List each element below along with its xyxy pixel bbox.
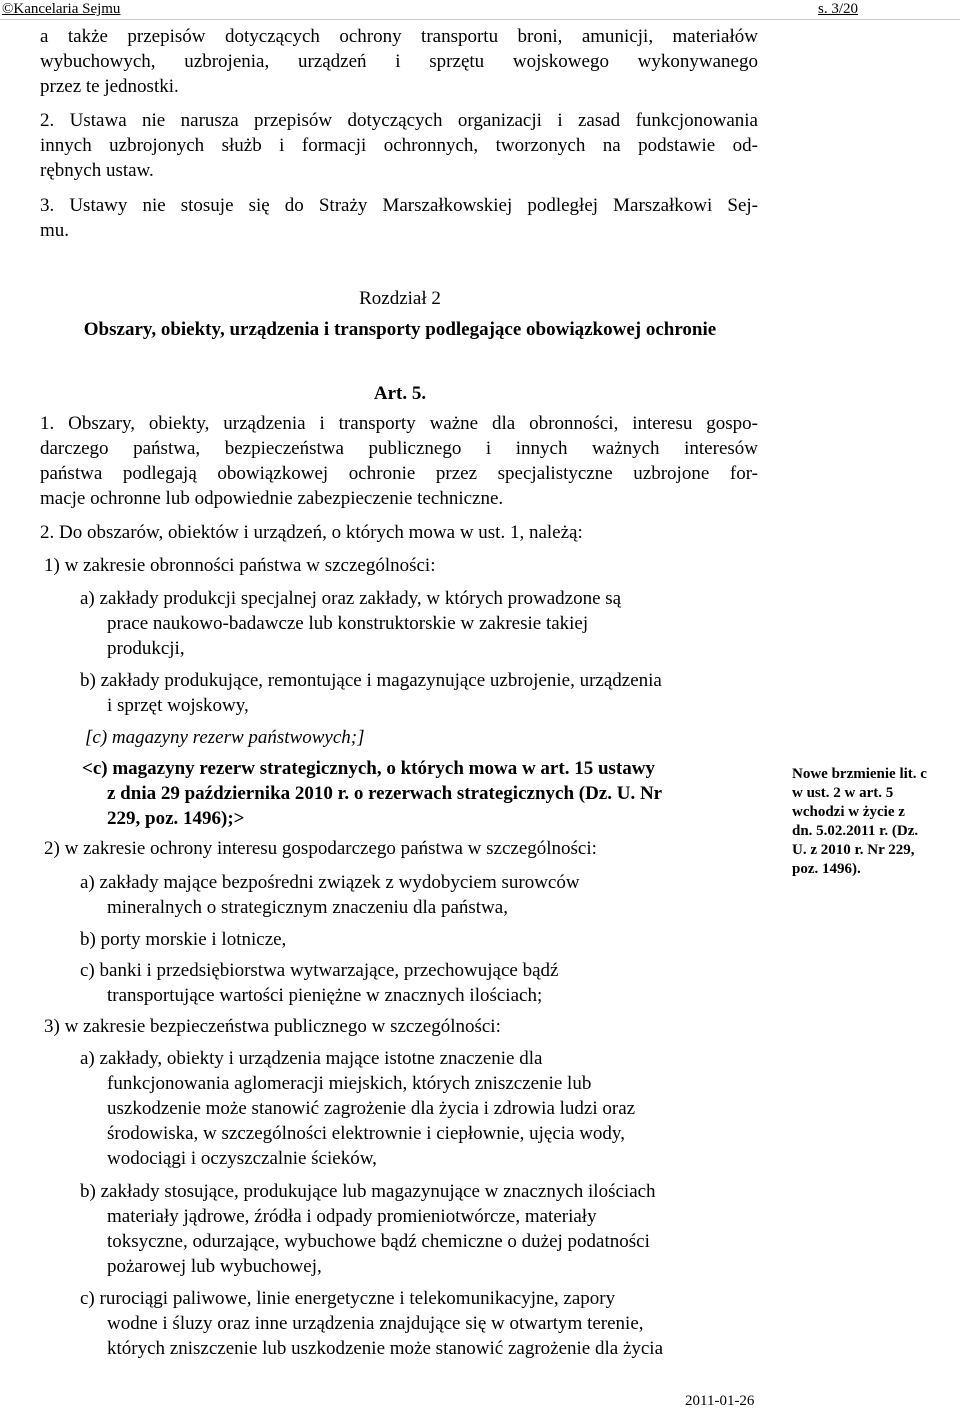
point-1a-line3: produkcji, [107, 638, 185, 659]
point-3a-line5: wodociągi i oczyszczalnie ścieków, [107, 1148, 377, 1169]
point-3c-line1: c) rurociągi paliwowe, linie energetyczne i telekomunikacyjne, zapory [80, 1288, 616, 1309]
point-1a-line2: prace naukowo-badawcze lub konstruktorskie w zakresie takiej [107, 613, 589, 634]
paragraph-continuation [40, 24, 758, 99]
side-note-line: U. z 2010 r. Nr 229, [792, 842, 915, 858]
text-line: rębnych ustaw. [40, 160, 154, 181]
point-3c-line2: wodne i śluzy oraz inne urządzenia znajdujące się w otwartym terenie, [107, 1313, 644, 1334]
point-1c-new-line2: z dnia 29 października 2010 r. o rezerwach strategicznych (Dz. U. Nr [107, 783, 663, 804]
point-2a-line1: a) zakłady mające bezpośredni związek z wydobyciem surowców [80, 872, 580, 893]
point-3a-line1: a) zakłady, obiekty i urządzenia mające istotne znaczenie dla [80, 1048, 543, 1069]
header-page-number: s. 3/20 [818, 1, 859, 17]
point-2: 2) w zakresie ochrony interesu gospodarczego państwa w szczególności: [44, 838, 597, 859]
point-2b: b) porty morskie i lotnicze, [80, 929, 287, 950]
footer-date: 2011-01-26 [685, 1393, 755, 1409]
text-line: przez te jednostki. [40, 76, 179, 97]
side-note-line: wchodzi w życie z [792, 804, 905, 820]
side-note-line: dn. 5.02.2011 r. (Dz. [792, 823, 919, 839]
article-heading: Art. 5. [373, 383, 427, 404]
article-paragraph-1 [40, 411, 758, 511]
point-1c-new-line3: 229, poz. 1496);> [107, 808, 245, 829]
text-line: 2. Ustawa nie narusza przepisów dotyczących organizacji i zasad funkcjonowania [40, 110, 758, 131]
point-1: 1) w zakresie obronności państwa w szczególności: [44, 555, 436, 576]
text-line: 1. Obszary, obiekty, urządzenia i transporty ważne dla obronności, interesu gospo- [40, 413, 758, 434]
chapter-number: Rozdział 2 [359, 288, 441, 309]
point-1c-new-line1: <c) magazyny rezerw strategicznych, o których mowa w art. 15 ustawy [82, 758, 655, 779]
text-line: innych uzbrojonych służb i formacji ochronnych, tworzonych na podstawie od- [40, 135, 758, 156]
text-line: macje ochronne lub odpowiednie zabezpieczenie techniczne. [40, 488, 504, 509]
point-2c-line2: transportujące wartości pieniężne w znacznych ilościach; [107, 985, 543, 1006]
text-line: darczego państwa, bezpieczeństwa publicznego i innych ważnych interesów [40, 438, 758, 459]
text-line: a także przepisów dotyczących ochrony transportu broni, amunicji, materiałów [40, 26, 758, 47]
point-2a-line2: mineralnych o strategicznym znaczeniu dla państwa, [107, 897, 508, 918]
header-divider [0, 19, 960, 20]
point-2c-line1: c) banki i przedsiębiorstwa wytwarzające, przechowujące bądź [80, 960, 559, 981]
point-3b-line3: toksyczne, odurzające, wybuchowe bądź chemiczne o dużej podatności [107, 1231, 650, 1252]
point-1b-line1: b) zakłady produkujące, remontujące i magazynujące uzbrojenie, urządzenia [80, 670, 662, 691]
side-note-line: w ust. 2 w art. 5 [792, 785, 894, 801]
text-line: wybuchowych, uzbrojenia, urządzeń i sprzętu wojskowego wykonywanego [40, 51, 758, 72]
point-3a-line2: funkcjonowania aglomeracji miejskich, których zniszczenie lub [107, 1073, 592, 1094]
text-line: 3. Ustawy nie stosuje się do Straży Marszałkowskiej podległej Marszałkowi Sej- [40, 195, 758, 216]
point-3: 3) w zakresie bezpieczeństwa publicznego w szczególności: [44, 1016, 501, 1037]
point-1b-line2: i sprzęt wojskowy, [107, 695, 249, 716]
point-3c-line3: których zniszczenie lub uszkodzenie może stanowić zagrożenie dla życia [107, 1338, 664, 1359]
chapter-title: Obszary, obiekty, urządzenia i transporty podlegające obowiązkowej ochronie [83, 319, 717, 340]
side-note [792, 765, 960, 879]
article-paragraph-2: 2. Do obszarów, obiektów i urządzeń, o których mowa w ust. 1, należą: [40, 522, 583, 543]
header-copyright-link[interactable]: ©Kancelaria Sejmu [2, 1, 121, 17]
paragraph-3 [40, 193, 758, 243]
paragraph-2 [40, 108, 758, 183]
point-3b-line4: pożarowej lub wybuchowej, [107, 1256, 322, 1277]
point-3b-line2: materiały jądrowe, źródła i odpady promieniotwórcze, materiały [107, 1206, 597, 1227]
point-3b-line1: b) zakłady stosujące, produkujące lub magazynujące w znacznych ilościach [80, 1181, 656, 1202]
side-note-line: Nowe brzmienie lit. c [792, 766, 927, 782]
point-3a-line3: uszkodzenie może stanowić zagrożenie dla życia i zdrowia ludzi oraz [107, 1098, 636, 1119]
point-3a-line4: środowiska, w szczególności elektrownie i ciepłownie, ujęcia wody, [107, 1123, 625, 1144]
side-note-line: poz. 1496). [792, 861, 861, 877]
text-line: mu. [40, 220, 70, 241]
text-line: państwa podlegają obowiązkowej ochronie przez specjalistyczne uzbrojone for- [40, 463, 758, 484]
point-1c-old: [c) magazyny rezerw państwowych;] [85, 727, 365, 748]
point-1a-line1: a) zakłady produkcji specjalnej oraz zakłady, w których prowadzone są [80, 588, 622, 609]
